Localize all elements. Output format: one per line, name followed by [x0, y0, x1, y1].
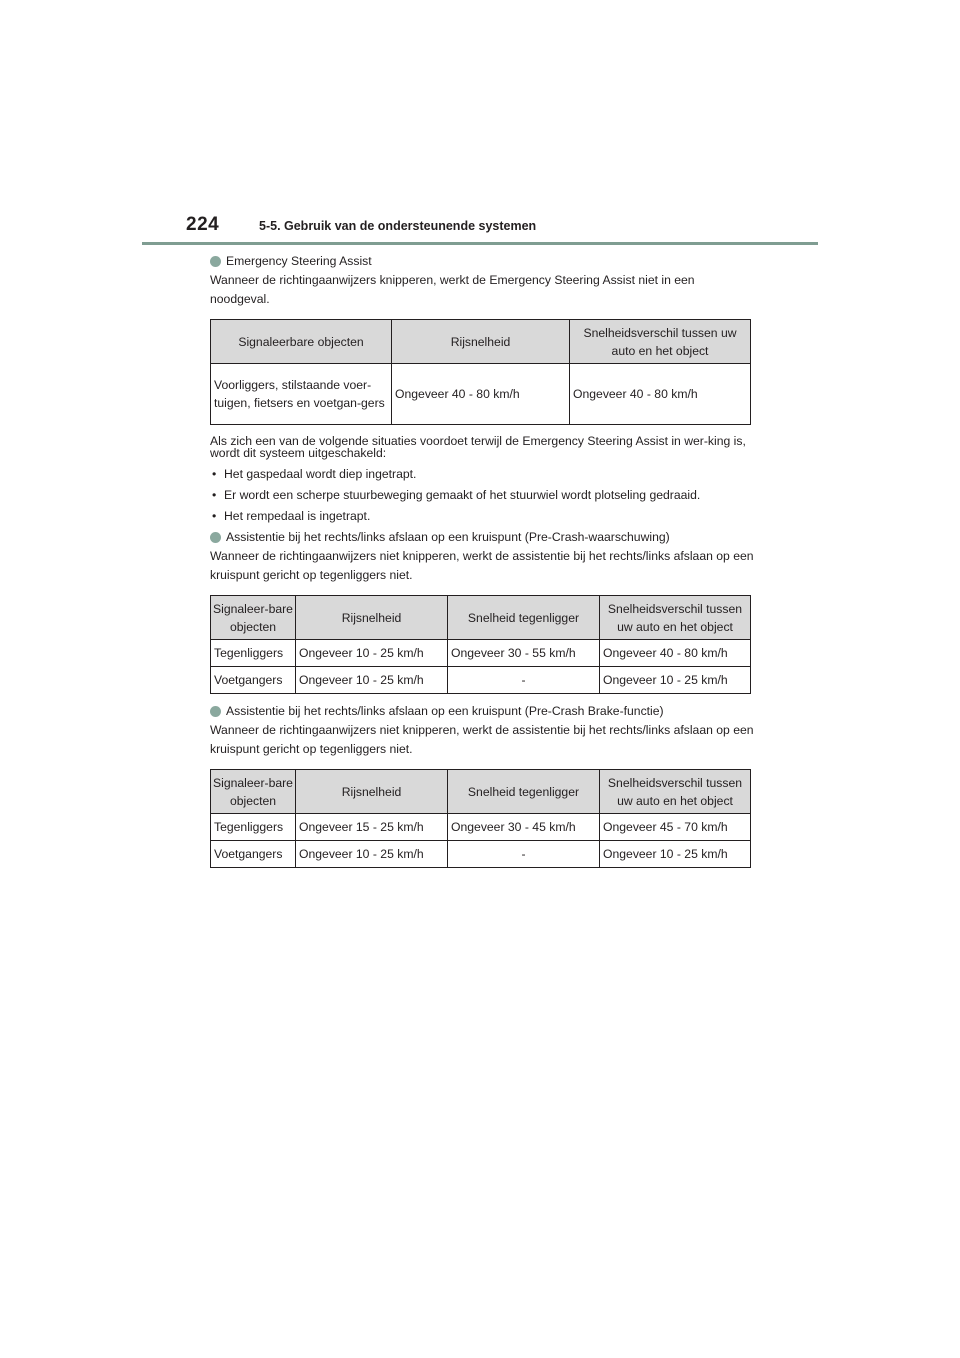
intro-paragraph: Wanneer de richtingaanwijzers knipperen, werkt de Emergency Steering Assist niet in een noodgeval.	[210, 273, 695, 306]
table-header-cell: Snelheid tegenligger	[448, 770, 600, 814]
heading-text: Assistentie bij het rechts/links afslaan op een kruispunt (Pre-Crash-waarschuwing)	[226, 530, 670, 544]
table-cell: Ongeveer 40 - 80 km/h	[392, 364, 570, 425]
intro-paragraph: Wanneer de richtingaanwijzers niet knipperen, werkt de assistentie bij het rechts/links afslaan op een kruispunt gericht op tegenliggers niet.	[210, 549, 754, 582]
table-header-cell: Rijsnelheid	[296, 770, 448, 814]
circle-bullet-icon	[210, 706, 221, 717]
heading-text: Emergency Steering Assist	[226, 254, 372, 268]
table-cell: Ongeveer 45 - 70 km/h	[600, 814, 751, 841]
page-number: 224	[186, 214, 220, 235]
table-row	[211, 640, 751, 667]
table-header-row	[211, 596, 751, 640]
table-header-cell: Signaleer-bare objecten	[211, 770, 296, 814]
table-cell: Ongeveer 10 - 25 km/h	[296, 667, 448, 694]
table-cell: Ongeveer 10 - 25 km/h	[296, 640, 448, 667]
table-cell: Ongeveer 40 - 80 km/h	[600, 640, 751, 667]
table-cell: -	[448, 667, 600, 694]
table-header-row	[211, 320, 751, 364]
list-bullet: •	[212, 467, 217, 481]
list-bullet: •	[212, 509, 217, 523]
table-cell: Voetgangers	[211, 841, 296, 868]
cancel-intro-paragraph: Als zich een van de volgende situaties voordoet terwijl de Emergency Steering Assist in wer-king is, wordt dit systeem uitgeschakeld:	[210, 434, 746, 460]
table-row	[211, 364, 751, 425]
intro-paragraph: Wanneer de richtingaanwijzers niet knipperen, werkt de assistentie bij het rechts/links afslaan op een kruispunt gericht op tegenliggers niet.	[210, 723, 754, 756]
section-heading-pre-crash-brake	[210, 702, 755, 721]
list-item	[210, 507, 755, 526]
list-item-text: Het rempedaal is ingetrapt.	[224, 509, 371, 523]
list-item	[210, 465, 755, 484]
table-header-cell: Rijsnelheid	[392, 320, 570, 364]
table-header-cell: Snelheidsverschil tussen uw auto en het object	[570, 320, 751, 364]
table-cell: Tegenliggers	[211, 814, 296, 841]
section-heading-pre-crash-warning	[210, 528, 755, 547]
table-header-cell: Signaleerbare objecten	[211, 320, 392, 364]
table-header-row	[211, 770, 751, 814]
circle-bullet-icon	[210, 532, 221, 543]
table-header-cell: Snelheid tegenligger	[448, 596, 600, 640]
table-row	[211, 841, 751, 868]
header-rule	[142, 242, 818, 245]
section-title: 5-5. Gebruik van de ondersteunende systemen	[259, 219, 537, 233]
section-heading-emergency-steering	[210, 252, 755, 271]
heading-text: Assistentie bij het rechts/links afslaan op een kruispunt (Pre-Crash Brake-functie)	[226, 704, 664, 718]
list-item-text: Het gaspedaal wordt diep ingetrapt.	[224, 467, 417, 481]
table-pre-crash-brake	[210, 769, 751, 868]
table-cell: Ongeveer 10 - 25 km/h	[296, 841, 448, 868]
table-cell: Ongeveer 10 - 25 km/h	[600, 841, 751, 868]
main-content	[210, 252, 755, 868]
table-header-cell: Snelheidsverschil tussen uw auto en het object	[600, 770, 751, 814]
table-cell: Ongeveer 10 - 25 km/h	[600, 667, 751, 694]
table-pre-crash-warning	[210, 595, 751, 694]
table-cell: Voorliggers, stilstaande voer-tuigen, fietsers en voetgan-gers	[211, 364, 392, 425]
table-header-cell: Rijsnelheid	[296, 596, 448, 640]
list-item	[210, 486, 755, 505]
table-header-cell: Signaleer-bare objecten	[211, 596, 296, 640]
table-cell: Ongeveer 30 - 45 km/h	[448, 814, 600, 841]
table-row	[211, 814, 751, 841]
table-emergency-steering	[210, 319, 751, 425]
table-cell: -	[448, 841, 600, 868]
table-header-cell: Snelheidsverschil tussen uw auto en het object	[600, 596, 751, 640]
table-row	[211, 667, 751, 694]
list-bullet: •	[212, 488, 217, 502]
table-cell: Voetgangers	[211, 667, 296, 694]
table-cell: Ongeveer 40 - 80 km/h	[570, 364, 751, 425]
circle-bullet-icon	[210, 256, 221, 267]
list-item-text: Er wordt een scherpe stuurbeweging gemaakt of het stuurwiel wordt plotseling gedraaid.	[224, 488, 701, 502]
table-cell: Ongeveer 15 - 25 km/h	[296, 814, 448, 841]
table-cell: Tegenliggers	[211, 640, 296, 667]
table-cell: Ongeveer 30 - 55 km/h	[448, 640, 600, 667]
